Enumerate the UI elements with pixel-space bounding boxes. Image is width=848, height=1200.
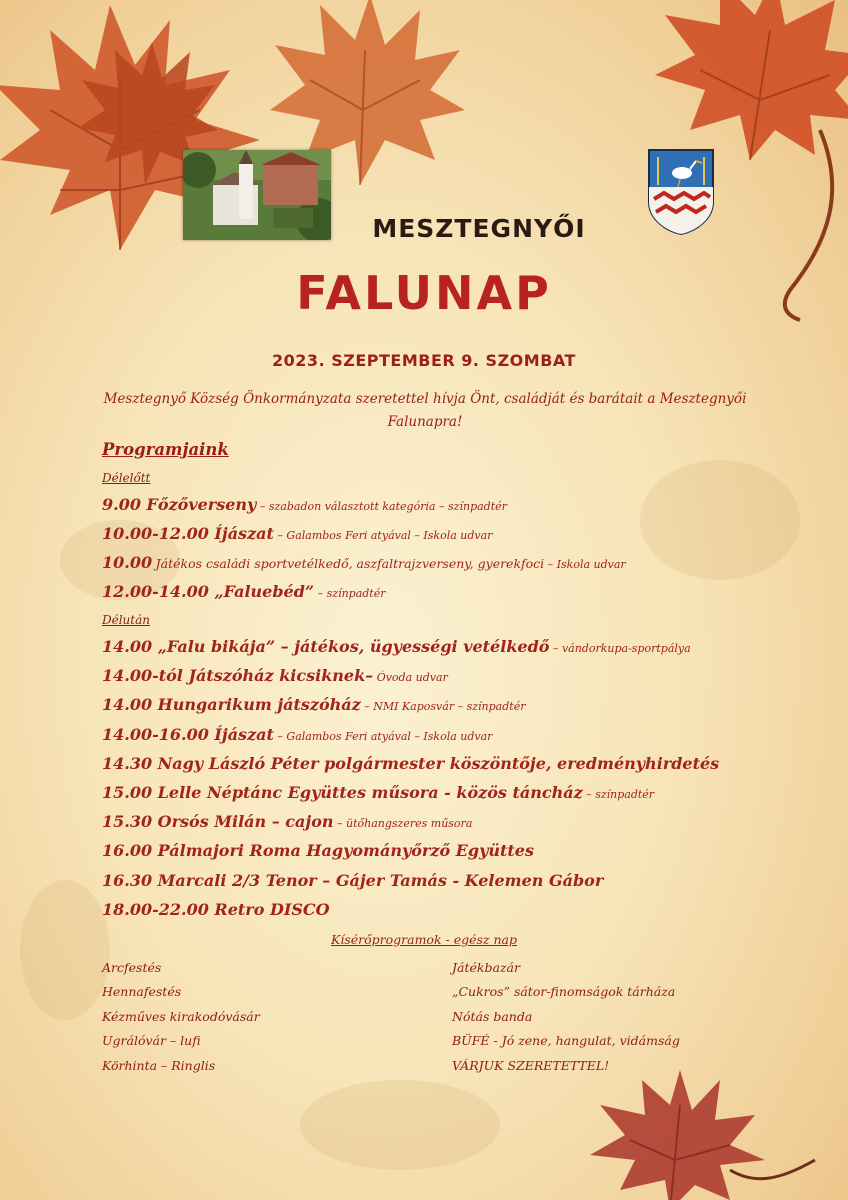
program-title: 9.00 Főzőverseny [102, 495, 257, 514]
list-item: Ugrálóvár – lufi [102, 1033, 201, 1049]
program-title: 18.00-22.00 Retro DISCO [102, 899, 330, 919]
program-title: 16.30 Marcali 2/3 Tenor – Gájer Tamás - Kelemen Gábor [102, 870, 604, 890]
program-location: színpadtér [595, 788, 655, 801]
separator: – [435, 500, 449, 513]
program-detail: NMI Kaposvár [373, 700, 455, 714]
list-item: „Cukros” sátor-finomságok tárháza [452, 984, 676, 1000]
list-item: BÜFÉ - Jó zene, hangulat, vidámság [452, 1033, 680, 1049]
paper-stain [640, 460, 800, 580]
program-title: 14.30 Nagy László Péter polgármester köszöntője, eredményhirdetés [102, 753, 720, 773]
event-date: 2023. SZEPTEMBER 9. SZOMBAT [272, 351, 576, 370]
separator: – [360, 700, 374, 714]
program-location: Iskola udvar [556, 558, 626, 571]
program-detail: Játékos családi sportvetélkedő, aszfaltrajzverseny, gyerekfoci [155, 556, 545, 571]
program-row [102, 553, 626, 572]
program-row [102, 524, 492, 543]
separator: – [410, 529, 424, 542]
separator: – [273, 729, 287, 743]
program-detail: Galambos Feri atyával [286, 729, 411, 743]
list-item: Nótás banda [452, 1008, 533, 1024]
side-programs-heading: Kísérőprogramok - egész nap [331, 932, 517, 947]
program-row [102, 754, 719, 773]
program-row [102, 495, 507, 514]
program-title: 15.00 Lelle Néptánc Együttes műsora - közös táncház [102, 783, 583, 802]
list-item: VÁRJUK SZERETETTEL! [452, 1057, 610, 1073]
paper-stain [20, 880, 110, 1020]
program-title: 12.00-14.00 „Faluebéd” [102, 582, 315, 601]
separator: – [549, 642, 562, 655]
morning-label: Délelőtt [102, 471, 151, 485]
program-location: színpadtér [466, 700, 526, 714]
program-row [102, 695, 525, 714]
separator: – [582, 788, 596, 801]
paper-stain [300, 1080, 500, 1170]
program-heading: Programjaink [102, 440, 229, 459]
program-title: 14.00 Hungarikum játszóház [102, 695, 361, 715]
program-location: Óvoda udvar [376, 671, 448, 685]
program-title: 14.00-16.00 Íjászat [102, 724, 274, 744]
program-location: Iskola udvar [423, 729, 493, 743]
program-title: 14.00-tól Játszóház kicsiknek– [102, 666, 374, 686]
program-row [102, 637, 691, 656]
list-item: Hennafestés [102, 984, 182, 1000]
program-row [102, 812, 472, 831]
program-location: ütőhangszeres műsora [346, 817, 473, 831]
separator: – [256, 500, 269, 513]
maple-leaf-icon [580, 1060, 820, 1200]
program-row [102, 900, 330, 919]
list-item: Kézműves kirakodóvásár [102, 1008, 260, 1024]
separator: – [454, 700, 467, 714]
program-location: színpadtér [326, 587, 386, 600]
list-item: Arcfestés [102, 960, 162, 975]
program-location: Iskola udvar [423, 529, 493, 542]
program-row [102, 725, 492, 744]
program-title: 10.00-12.00 Íjászat [102, 524, 274, 543]
program-title: 16.00 Pálmajori Roma Hagyományőrző Együttes [102, 841, 534, 861]
program-row [102, 871, 603, 890]
program-location: vándorkupa-sportpálya [561, 642, 691, 655]
program-title: 14.00 „Falu bikája” – játékos, ügyességi vetélkedő [102, 637, 550, 656]
page-title: FALUNAP [296, 266, 552, 320]
separator: – [333, 817, 347, 831]
afternoon-label: Délután [102, 613, 150, 627]
side-programs-right [452, 956, 680, 1078]
list-item: Játékbazár [452, 960, 520, 975]
program-row [102, 841, 534, 860]
program-title: 10.00 [102, 553, 153, 572]
list-item: Körhinta – Ringlis [102, 1057, 216, 1073]
invitation-text: Mesztegnyő Község Önkormányzata szeretettel hívja Önt, családját és barátait a Mesztegnyői Falunapra! [103, 391, 747, 430]
program-detail: Galambos Feri atyával [286, 529, 411, 542]
program-title: 15.30 Orsós Milán – cajon [102, 812, 334, 832]
program-detail: szabadon választott kategória [268, 500, 436, 513]
village-name: MESZTEGNYŐI [372, 214, 586, 243]
side-programs-left [102, 956, 260, 1078]
separator: – [314, 587, 327, 600]
separator: – [410, 729, 424, 743]
program-row [102, 783, 654, 802]
separator: – [273, 529, 287, 542]
program-row [102, 582, 386, 601]
separator: – [544, 558, 557, 571]
program-row [102, 666, 448, 685]
program-location: színpadtér [448, 500, 507, 513]
